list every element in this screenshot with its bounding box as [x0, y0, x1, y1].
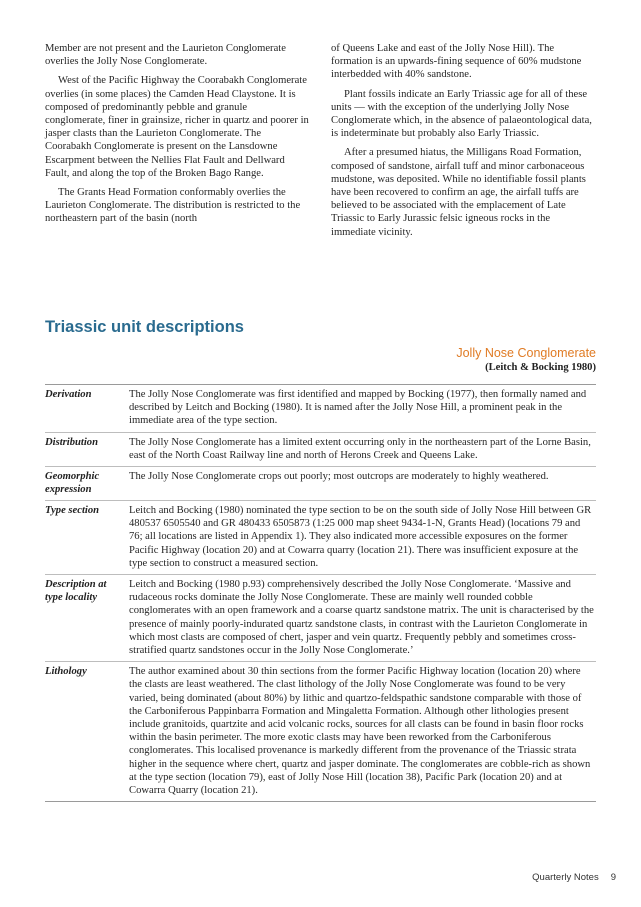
row-text: The Jolly Nose Conglomerate has a limited extent occurring only in the northeastern part of the Lorne Basin, east of the North Coast Railway line and north of Herons Creek and Queens Lake. — [129, 436, 591, 461]
row-text: Leitch and Bocking (1980 p.93) comprehensively described the Jolly Nose Conglomerate. ‘Massive and rudaceous rocks dominate the Jolly Nose Conglomerate. These are mainly well rounded cobble conglomerates with an open framework and a coarse quartz sandstone matrix. The unit is characterised by the presence of mainly poorly-indurated quartz sandstone clasts, in contrast with the Laurieton Conglomerate in which most clasts are composed of chert, jasper and vein quartz. Frequently pebbly and sometimes cross-stratified quartz sandstones occur in the Jolly Nose Conglomerate.’ — [129, 579, 594, 657]
row-label: Derivation — [45, 389, 92, 400]
row-label: Geomorphic expression — [45, 471, 100, 496]
row-text: The author examined about 30 thin sections from the former Pacific Highway location (location 20) where the clasts are least weathered. The clast lithology of the Jolly Nose Conglomerate was found to be very varied, being dominated (about 80%) by lithic and quartzo-feldspathic sandstone comparable with those of the Carboniferous Pappinbarra Formation and Mingaletta Formation. Although other lithologies present include granitoids, quartzite and acid volcanic rocks, sources for all clasts can be found in basin floor rocks within the basin perimeter. The more exotic clasts may have been reworked from the Carboniferous conglomerates. This localised provenance is markedly different from the provenance of the Triassic strata higher in the sequence where chert, quartz and jasper dominate. The conglomerates are cobble-rich as shown at the type section (location 79), east of Jolly Nose Hill (location 38), Pacific Park (location 20) and at Cowarra Quarry (location 21). — [129, 666, 591, 797]
page-footer — [532, 872, 616, 883]
section-heading: Triassic unit descriptions — [45, 318, 244, 336]
table-row — [45, 467, 596, 501]
row-label: Lithology — [45, 666, 87, 678]
row-label: Distribution — [45, 436, 98, 448]
intro-paragraph: Plant fossils indicate an Early Triassic age for all of these units — with the exception of the underlying Jolly Nose Conglomerate which, in the absence of palaeontological data, is indeterminate but probably also Early Triassic. — [331, 88, 592, 140]
intro-paragraph: After a presumed hiatus, the Milligans Road Formation, composed of sandstone, airfall tuff and minor carbonaceous mudstone, was deposited. While no identifiable fossil plants have been recovered to confirm an age, the airfall tuffs are believed to be associated with the emplacement of Late Triassic to Early Jurassic felsic igneous rocks in the immediate vicinity. — [331, 147, 586, 238]
publication-name: Quarterly Notes — [532, 872, 599, 883]
table-row — [45, 662, 596, 802]
intro-right-column — [331, 42, 596, 245]
unit-description-table — [45, 384, 596, 802]
row-label: Type section — [45, 505, 100, 517]
intro-paragraph: West of the Pacific Highway the Coorabakh Conglomerate overlies (in some places) the Camden Head Claystone. It is composed of predominantly pebble and granule conglomerate, finer in grainsize, richer in quartz and poorer in jasper clasts than the Laurieton Conglomerate. The Coorabakh Conglomerate is present on the Lansdowne Escarpment between the Nellies Flat Fault and Dellward Fault, and along the top of the Broken Bago Range. — [45, 75, 309, 179]
intro-paragraph: of Queens Lake and east of the Jolly Nose Hill). The formation is an upwards-fining sequence of 60% mudstone interbedded with 40% sandstone. — [331, 43, 582, 81]
unit-author: (Leitch & Bocking 1980) — [485, 362, 596, 373]
table-row — [45, 385, 596, 433]
table-row — [45, 433, 596, 467]
intro-left-column — [45, 42, 310, 232]
unit-title: Jolly Nose Conglomerate — [456, 346, 596, 360]
intro-paragraph: The Grants Head Formation conformably overlies the Laurieton Conglomerate. The distribution is restricted to the northeastern part of the basin (north — [45, 187, 301, 225]
row-text: Leitch and Bocking (1980) nominated the type section to be on the south side of Jolly Nose Hill between GR 480537 6505540 and GR 480433 6505873 (1:25 000 map sheet 9434-1-N, Grants Head) (locations 79 and 76; all locations are listed in Appendix 1). They also indicated more accessible exposures on the former Pacific Highway (location 20) and at Cowarra quarry (location 21). There was insufficient exposure at the type section to construct a measured section. — [129, 505, 592, 569]
row-text: The Jolly Nose Conglomerate was first identified and mapped by Bocking (1977), then formally named and described by Leitch and Bocking (1980). It is named after the Jolly Nose Hill, a prominent peak in the immediate area of the type section. — [129, 389, 587, 427]
page-number: 9 — [610, 872, 616, 883]
table-row — [45, 501, 596, 575]
row-text: The Jolly Nose Conglomerate crops out poorly; most outcrops are moderately to highly weathered. — [129, 471, 549, 483]
row-label: Description at type locality — [45, 579, 107, 604]
intro-paragraph: Member are not present and the Laurieton Conglomerate overlies the Jolly Nose Conglomerate. — [45, 43, 286, 68]
table-row — [45, 575, 596, 662]
